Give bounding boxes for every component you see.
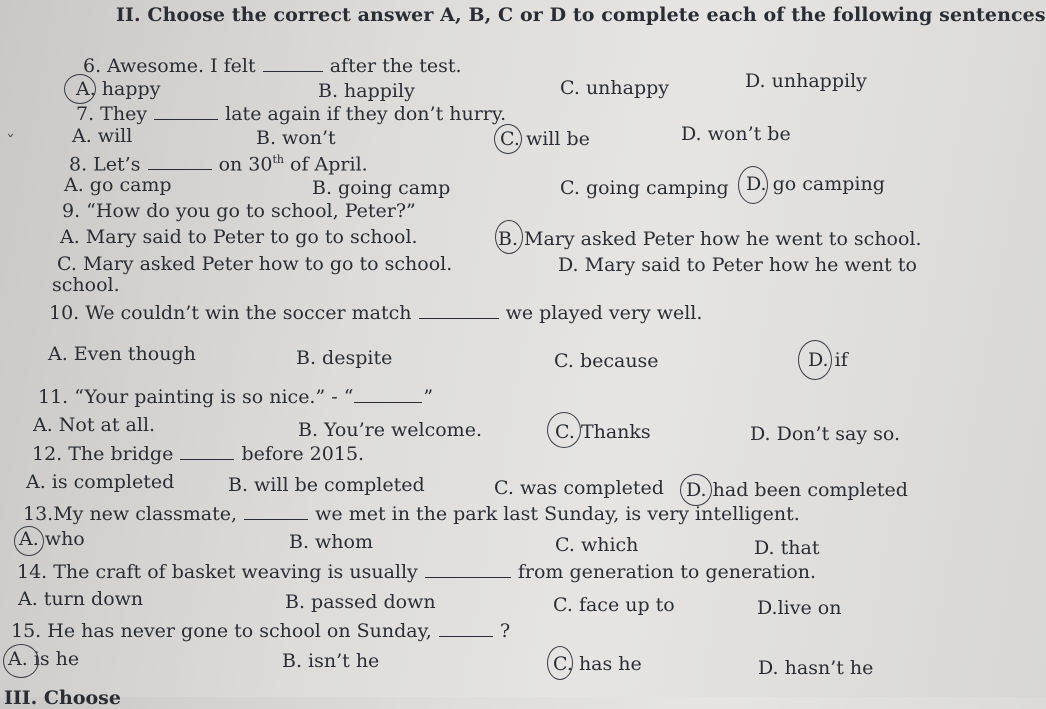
- q8-option-b: B. going camp: [312, 177, 451, 199]
- q9-option-a: A. Mary said to Peter to go to school.: [60, 226, 418, 248]
- q6-option-d: D. unhappily: [745, 70, 867, 92]
- q11-option-b: B. You’re welcome.: [298, 419, 482, 441]
- answer-blank: [439, 622, 493, 637]
- question-8-stem: 8. Let’s on 30th of April.: [69, 153, 368, 176]
- question-15-stem: 15. He has never gone to school on Sunday, ?: [11, 620, 511, 642]
- pen-mark: ˇ: [6, 132, 15, 153]
- q15-option-a: A. is he: [8, 648, 80, 670]
- q13-option-d: D. that: [754, 537, 820, 559]
- q7-option-c: C. will be: [500, 128, 590, 150]
- q14-option-c: C. face up to: [553, 594, 675, 616]
- q14-option-a: A. turn down: [18, 588, 144, 610]
- q14-option-b: B. passed down: [285, 591, 436, 613]
- question-13-stem: 13.My new classmate, we met in the park last Sunday, is very intelligent.: [23, 503, 800, 525]
- question-6-stem: 6. Awesome. I felt after the test.: [83, 55, 462, 77]
- question-10-stem: 10. We couldn’t win the soccer match we played very well.: [49, 302, 703, 324]
- q15-option-c: C. has he: [553, 653, 642, 675]
- question-12-stem: 12. The bridge before 2015.: [32, 443, 365, 465]
- q6-option-b: B. happily: [318, 80, 415, 102]
- q6-option-a: A. happy: [76, 78, 161, 100]
- q10-option-d: D. if: [808, 349, 848, 371]
- q8-option-a: A. go camp: [64, 174, 172, 196]
- section-title: II. Choose the correct answer A, B, C or D to complete each of the following sentences: [116, 4, 1046, 26]
- q10-option-a: A. Even though: [48, 343, 196, 365]
- answer-blank: [180, 445, 234, 460]
- answer-blank: [419, 304, 499, 319]
- q6-option-c: C. unhappy: [560, 77, 670, 99]
- q13-option-c: C. which: [555, 534, 639, 556]
- q12-option-a: A. is completed: [26, 471, 175, 493]
- answer-blank: [244, 505, 308, 520]
- question-14-stem: 14. The craft of basket weaving is usually from generation to generation.: [17, 561, 817, 583]
- q13-option-b: B. whom: [289, 531, 373, 553]
- answer-blank: [154, 105, 218, 120]
- q10-option-b: B. despite: [296, 347, 393, 369]
- q14-option-d: D.live on: [757, 597, 842, 619]
- answer-blank: [425, 563, 511, 578]
- q11-option-c: C. Thanks: [555, 421, 651, 443]
- q12-option-b: B. will be completed: [228, 474, 425, 496]
- q7-option-b: B. won’t: [256, 127, 336, 149]
- q15-option-d: D. hasn’t he: [758, 657, 874, 679]
- next-section-title: III. Choose: [4, 687, 121, 709]
- q9-option-b: B. Mary asked Peter how he went to school.: [498, 228, 922, 250]
- q11-option-d: D. Don’t say so.: [750, 423, 901, 445]
- question-11-stem: 11. “Your painting is so nice.” - “ ”: [38, 386, 434, 408]
- answer-blank: [354, 388, 422, 403]
- q9-option-c: C. Mary asked Peter how to go to school.: [57, 253, 453, 275]
- q15-option-b: B. isn’t he: [282, 650, 380, 672]
- q11-option-a: A. Not at all.: [33, 414, 156, 436]
- q8-option-c: C. going camping: [560, 177, 729, 199]
- q9-option-d-continued: school.: [52, 274, 120, 296]
- q9-option-d: D. Mary said to Peter how he went to: [558, 254, 917, 276]
- q8-option-d: D. go camping: [746, 173, 885, 195]
- q13-option-a: A. who: [19, 528, 85, 550]
- question-9-stem: 9. “How do you go to school, Peter?”: [62, 200, 416, 222]
- q7-option-a: A. will: [72, 125, 133, 147]
- q12-option-d: D. had been completed: [686, 479, 908, 501]
- question-7-stem: 7. They late again if they don’t hurry.: [76, 103, 507, 125]
- q12-option-c: C. was completed: [494, 477, 664, 499]
- answer-blank: [148, 155, 212, 170]
- q7-option-d: D. won’t be: [681, 123, 791, 145]
- answer-blank: [263, 57, 323, 72]
- q10-option-c: C. because: [554, 350, 659, 372]
